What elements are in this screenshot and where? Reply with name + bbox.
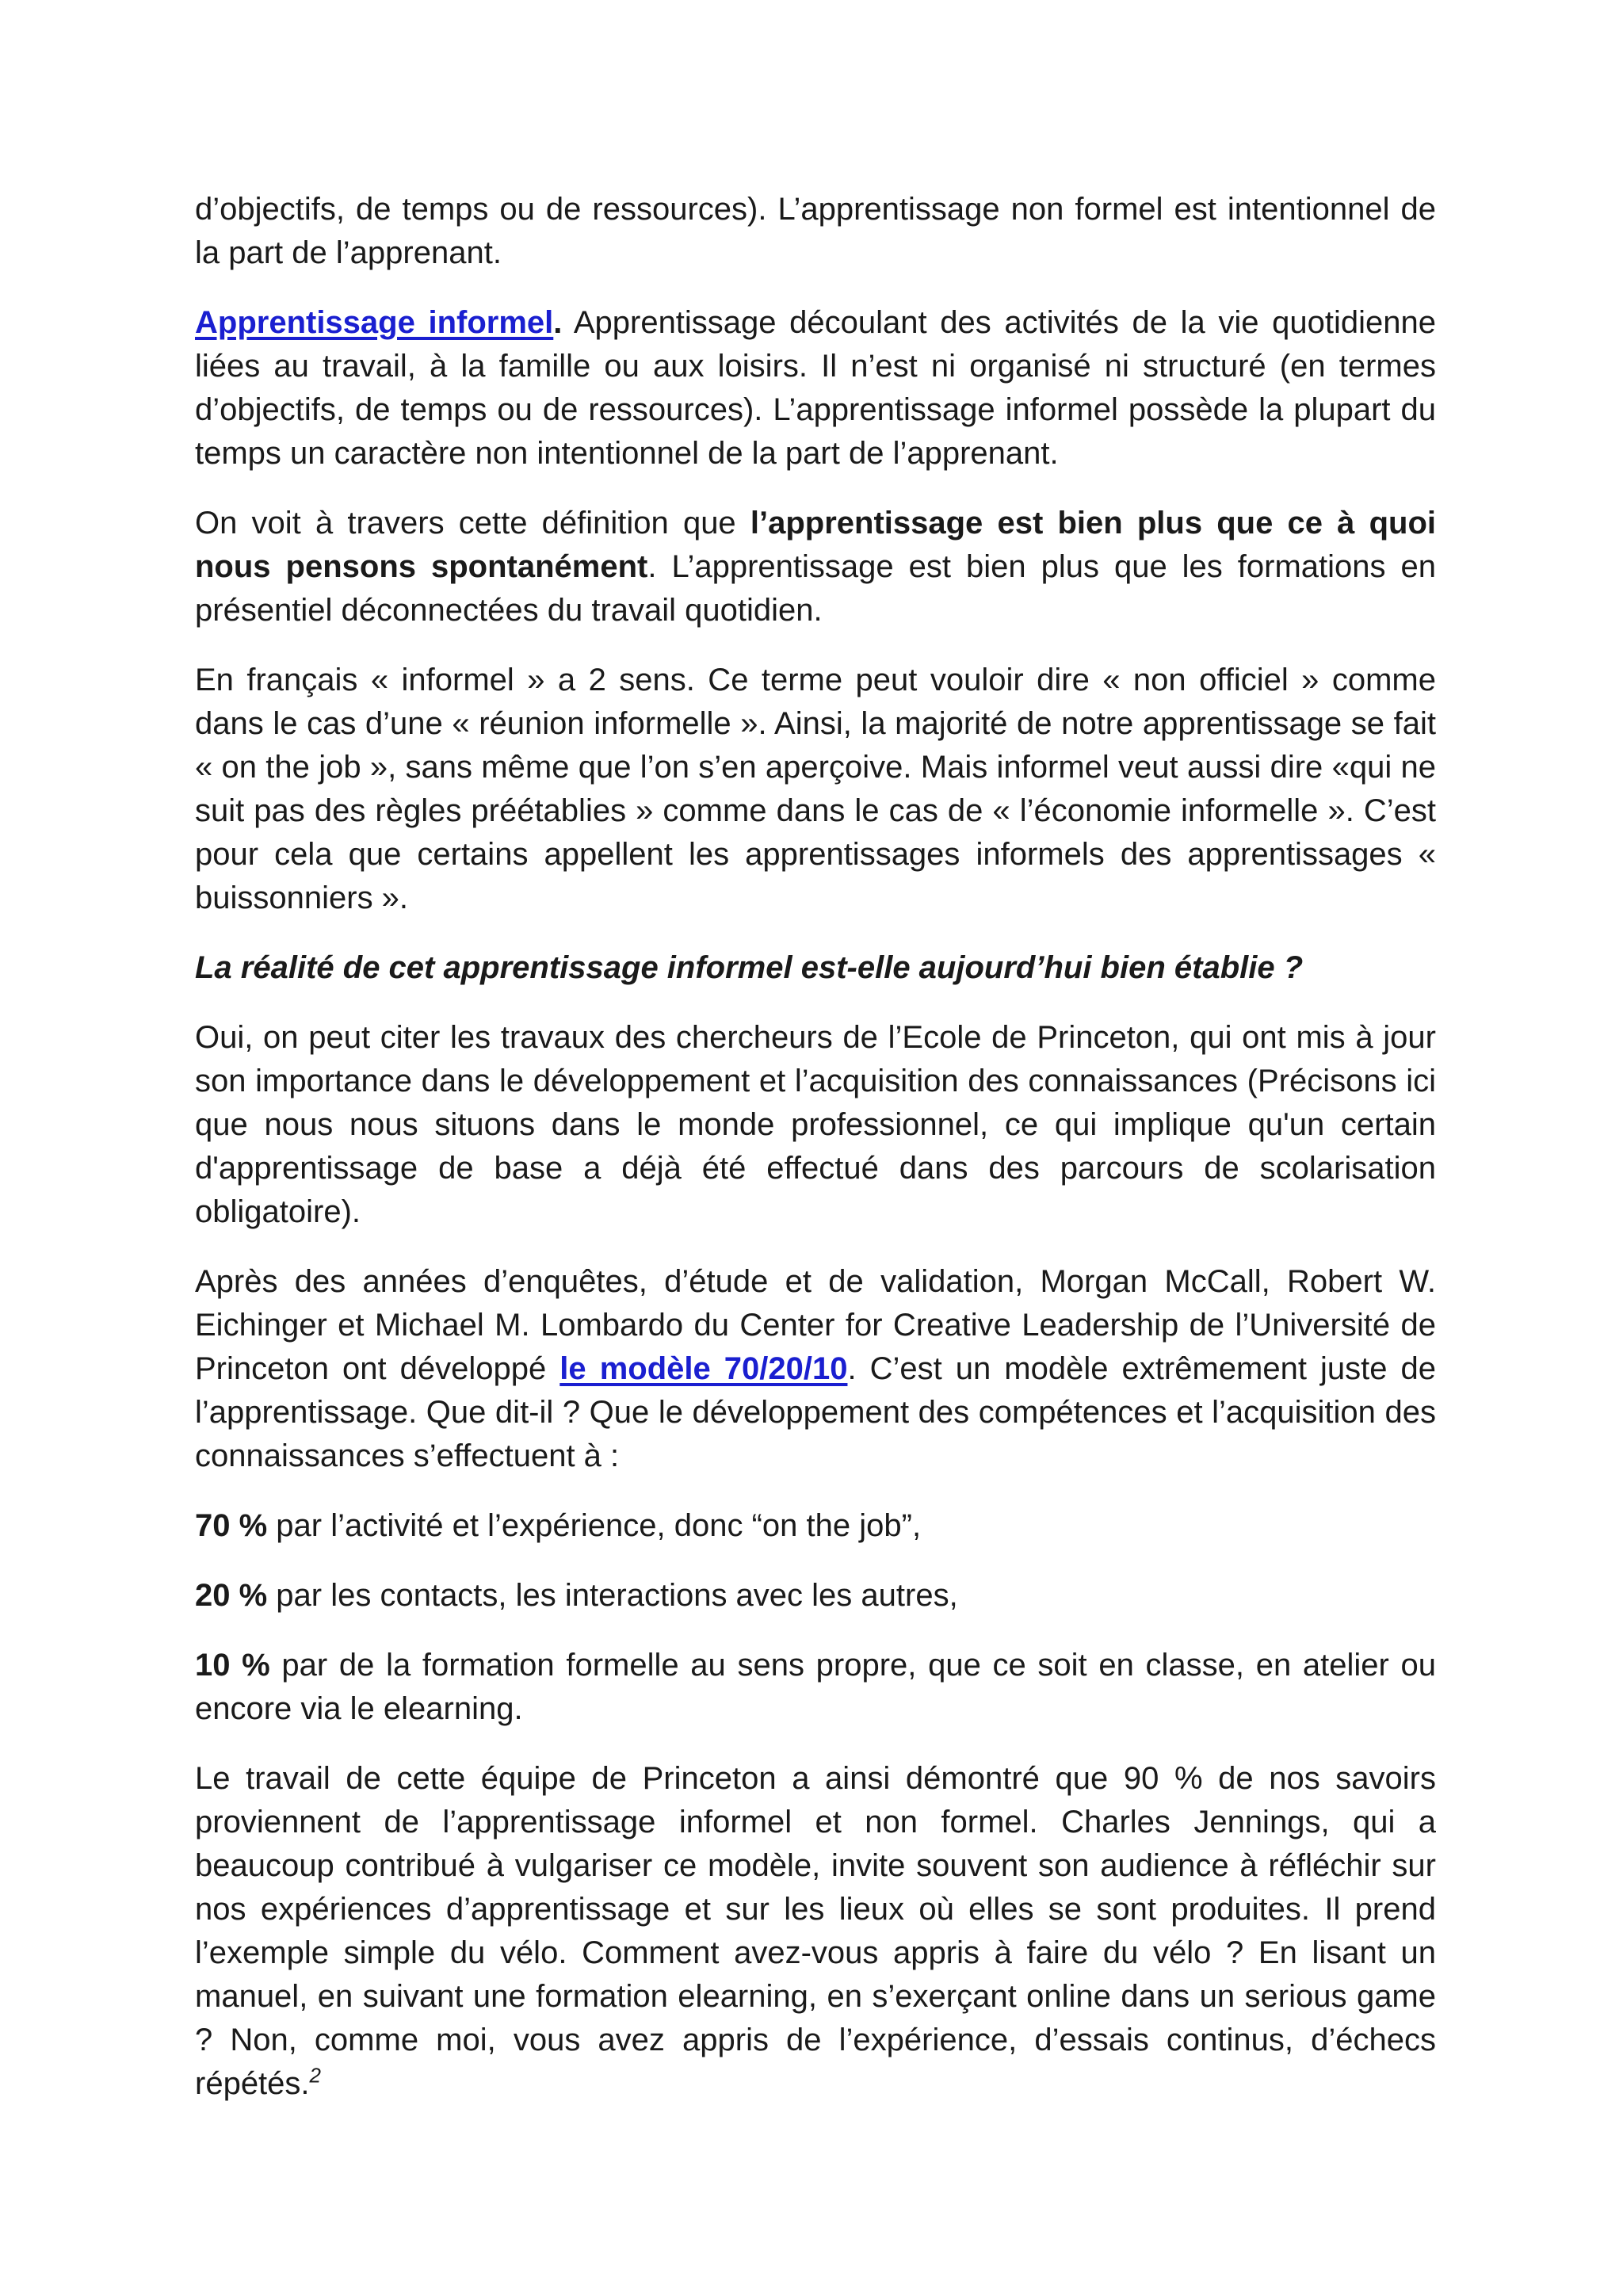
- paragraph-text: . L’apprentissage est bien plus que les formations en présentiel déconnectées du travail quotidien.: [195, 549, 1436, 628]
- paragraph-text: Après des années d’enquêtes, d’étude et de validation, Morgan McCall, Robert W. Eichinger et Michael M. Lombardo du Center for Creative Leadership de l’Université de Princeton ont développé: [195, 1264, 1436, 1386]
- list-item-70: [195, 1504, 1436, 1548]
- paragraph-text: Oui, on peut citer les travaux des chercheurs de l’Ecole de Princeton, qui ont mis à jour son importance dans le développement et l’acquisition des connaissances (Précisons ici que nous nous situons dans le monde professionnel, ce qui implique qu'un certain d'apprentissage de base a déjà été effectué dans des parcours de scolarisation obligatoire).: [195, 1020, 1436, 1229]
- definition-dot: .: [553, 305, 563, 340]
- list-item-20: [195, 1574, 1436, 1618]
- question-heading: La réalité de cet apprentissage informel est-elle aujourd’hui bien établie ?: [195, 950, 1304, 985]
- percentage-70: 70 %: [195, 1508, 268, 1543]
- link-modele-70-20-10[interactable]: le modèle 70/20/10: [559, 1351, 848, 1386]
- section-question: [195, 946, 1436, 990]
- document-page: [195, 188, 1436, 2132]
- list-item-10: [195, 1644, 1436, 1731]
- paragraph-text: Le travail de cette équipe de Princeton a ainsi démontré que 90 % de nos savoirs proviennent de l’apprentissage informel et non formel. Charles Jennings, qui a beaucoup contribué à vulgariser ce modèle, invite souvent son audience à réfléchir sur nos expériences d’apprentissage et sur les lieux où elles se sont produites. Il prend l’exemple simple du vélo. Comment avez-vous appris à faire du vélo ? En lisant un manuel, en suivant une formation elearning, en s’exerçant online dans un serious game ? Non, comme moi, vous avez appris de l’expérience, d’essais continus, d’échecs répétés.: [195, 1761, 1436, 2101]
- link-apprentissage-informel[interactable]: Apprentissage informel: [195, 305, 554, 340]
- paragraph-charles-jennings: [195, 1757, 1436, 2106]
- percentage-10: 10 %: [195, 1648, 270, 1683]
- paragraph-text: En français « informel » a 2 sens. Ce terme peut vouloir dire « non officiel » comme dans le cas d’une « réunion informelle ». Ainsi, la majorité de notre apprentissage se fait « on the job », sans même que l’on s’en aperçoive. Mais informel veut aussi dire «qui ne suit pas des règles préétablies » comme dans le cas de « l’économie informelle ». C’est pour cela que certains appellent les apprentissages informels des apprentissages « buissonniers ».: [195, 663, 1436, 915]
- percentage-20: 20 %: [195, 1578, 268, 1613]
- footnote-marker[interactable]: 2: [309, 2063, 321, 2088]
- paragraph-text: On voit à travers cette définition que: [195, 506, 750, 541]
- bold-emphasis: l’apprentissage est bien plus que ce à quoi nous pensons spontanément: [195, 506, 1437, 584]
- list-item-text: par les contacts, les interactions avec les autres,: [267, 1578, 958, 1613]
- list-item-text: par l’activité et l’expérience, donc “on the job”,: [267, 1508, 922, 1543]
- paragraph-princeton-research: [195, 1016, 1436, 1234]
- paragraph-text: Apprentissage découlant des activités de la vie quotidienne liées au travail, à la famille ou aux loisirs. Il n’est ni organisé ni structuré (en termes d’objectifs, de temps ou de ressources). L’apprentissage informel possède la plupart du temps un caractère non intentionnel de la part de l’apprenant.: [195, 305, 1436, 471]
- list-item-text: par de la formation formelle au sens propre, que ce soit en classe, en atelier ou encore via le elearning.: [195, 1648, 1437, 1726]
- paragraph-informal-definition: [195, 301, 1436, 476]
- paragraph-informel-meanings: [195, 659, 1436, 920]
- paragraph-text: d’objectifs, de temps ou de ressources). L’apprentissage non formel est intentionnel de la part de l’apprenant.: [195, 192, 1436, 270]
- paragraph-model-70-20-10: [195, 1260, 1436, 1478]
- paragraph-definition-insight: [195, 502, 1436, 632]
- paragraph-text: . C’est un modèle extrêmement juste de l’apprentissage. Que dit-il ? Que le développement des compétences et l’acquisition des connaissances s’effectuent à :: [195, 1351, 1436, 1473]
- paragraph-non-formal-end: [195, 188, 1436, 275]
